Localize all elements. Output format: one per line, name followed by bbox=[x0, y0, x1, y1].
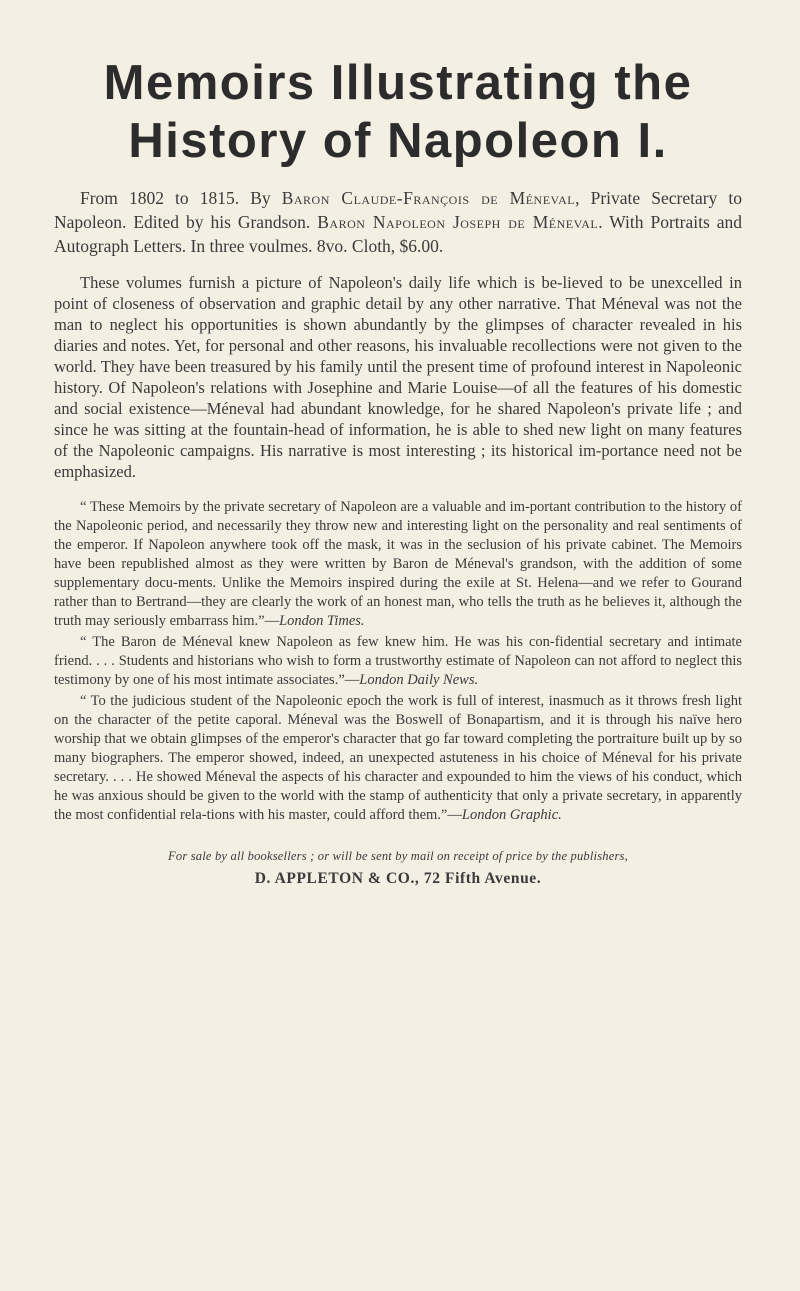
title-line-2: History of Napoleon I. bbox=[128, 114, 668, 168]
review-quote bbox=[54, 692, 742, 825]
page-title bbox=[54, 54, 742, 170]
review-text: “ To the judicious student of the Napoleonic epoch the work is full of interest, inasmuch as it throws fresh light on the character of the petite caporal. Méneval was the Boswell of Bonapartism, and it is through his naïve hero worship that we obtain glimpses of the emperor's character that go far toward completing the portraiture built up by so many biographers. The emperor showed, indeed, an unexpected astuteness in his choice of Méneval for his private secretary. . . . He showed Méneval the aspects of his character and expounded to him the views of his conduct, which he was anxious should be given to the world with the stamp of authenticity that only a private secretary, in apparently the most confidential rela-tions with his master, could afford them.”— bbox=[54, 693, 742, 823]
review-source: London Daily News. bbox=[359, 672, 479, 688]
review-text: “ These Memoirs by the private secretary of Napoleon are a valuable and im-portant contribution to the history of the Napoleonic period, and necessarily they throw new and interesting light on the personality and real sentiments of the emperor. If Napoleon anywhere took off the mask, it was in the seclusion of his private cabinet. The Memoirs have been republished almost as they were written by Baron de Méneval's grandson, with the addition of some supplementary docu-ments. Unlike the Memoirs inspired during the exile at St. Helena—and we refer to Gourand rather than to Bertrand—they are clearly the work of an honest man, who tells the truth as he believes it, although the truth may seriously embarrass him.”— bbox=[54, 499, 742, 629]
review-quote bbox=[54, 633, 742, 690]
edition-details: . With Portraits and Autograph Letters. In three voulmes. 8vo. Cloth, $6.00. bbox=[54, 212, 742, 256]
review-text: “ The Baron de Méneval knew Napoleon as few knew him. He was his con-fidential secretary and intimate friend. . . . Students and historians who wish to form a trustworthy estimate of Napoleon can not afford to neglect this testimony by one of his most intimate associates.”— bbox=[54, 634, 742, 688]
description-paragraph: These volumes furnish a picture of Napoleon's daily life which is be-lieved to be unexcelled in point of closeness of observation and graphic detail by any other narrative. That Méneval was not the man to neglect his opportunities is shown abundantly by the glimpses of character revealed in his diaries and notes. Yet, for personal and other reasons, his invaluable recollections were not given to the world. They have been treasured by his family until the present time of profound interest in Napoleonic history. Of Napoleon's relations with Josephine and Marie Louise—of all the features of his domestic and social existence—Méneval had abundant knowledge, for he shared Napoleon's private life ; and since he was sitting at the fountain-head of information, he is able to shed new light on many features of the Napoleonic campaigns. His narrative is most interesting ; its historical im-portance need not be emphasized. bbox=[54, 273, 742, 481]
review-quote bbox=[54, 498, 742, 631]
title-line-1: Memoirs Illustrating the bbox=[103, 56, 693, 110]
review-source: London Times. bbox=[279, 613, 365, 629]
author-role: , Private Secretary to Napoleon. Edited by his Grandson. bbox=[54, 188, 742, 232]
sales-note: For sale by all booksellers ; or will be sent by mail on receipt of price by the publishers, bbox=[168, 849, 628, 863]
publication-details bbox=[54, 186, 742, 258]
review-source: London Graphic. bbox=[461, 807, 562, 823]
details-lead: From 1802 to 1815. By bbox=[80, 188, 282, 208]
press-reviews bbox=[54, 498, 742, 825]
editor-name: Baron Napoleon Joseph de Méneval bbox=[317, 212, 599, 232]
publisher-imprint: D. APPLETON & CO., 72 Fifth Avenue. bbox=[254, 870, 542, 887]
author-name: Baron Claude-François de Méneval bbox=[281, 188, 576, 208]
